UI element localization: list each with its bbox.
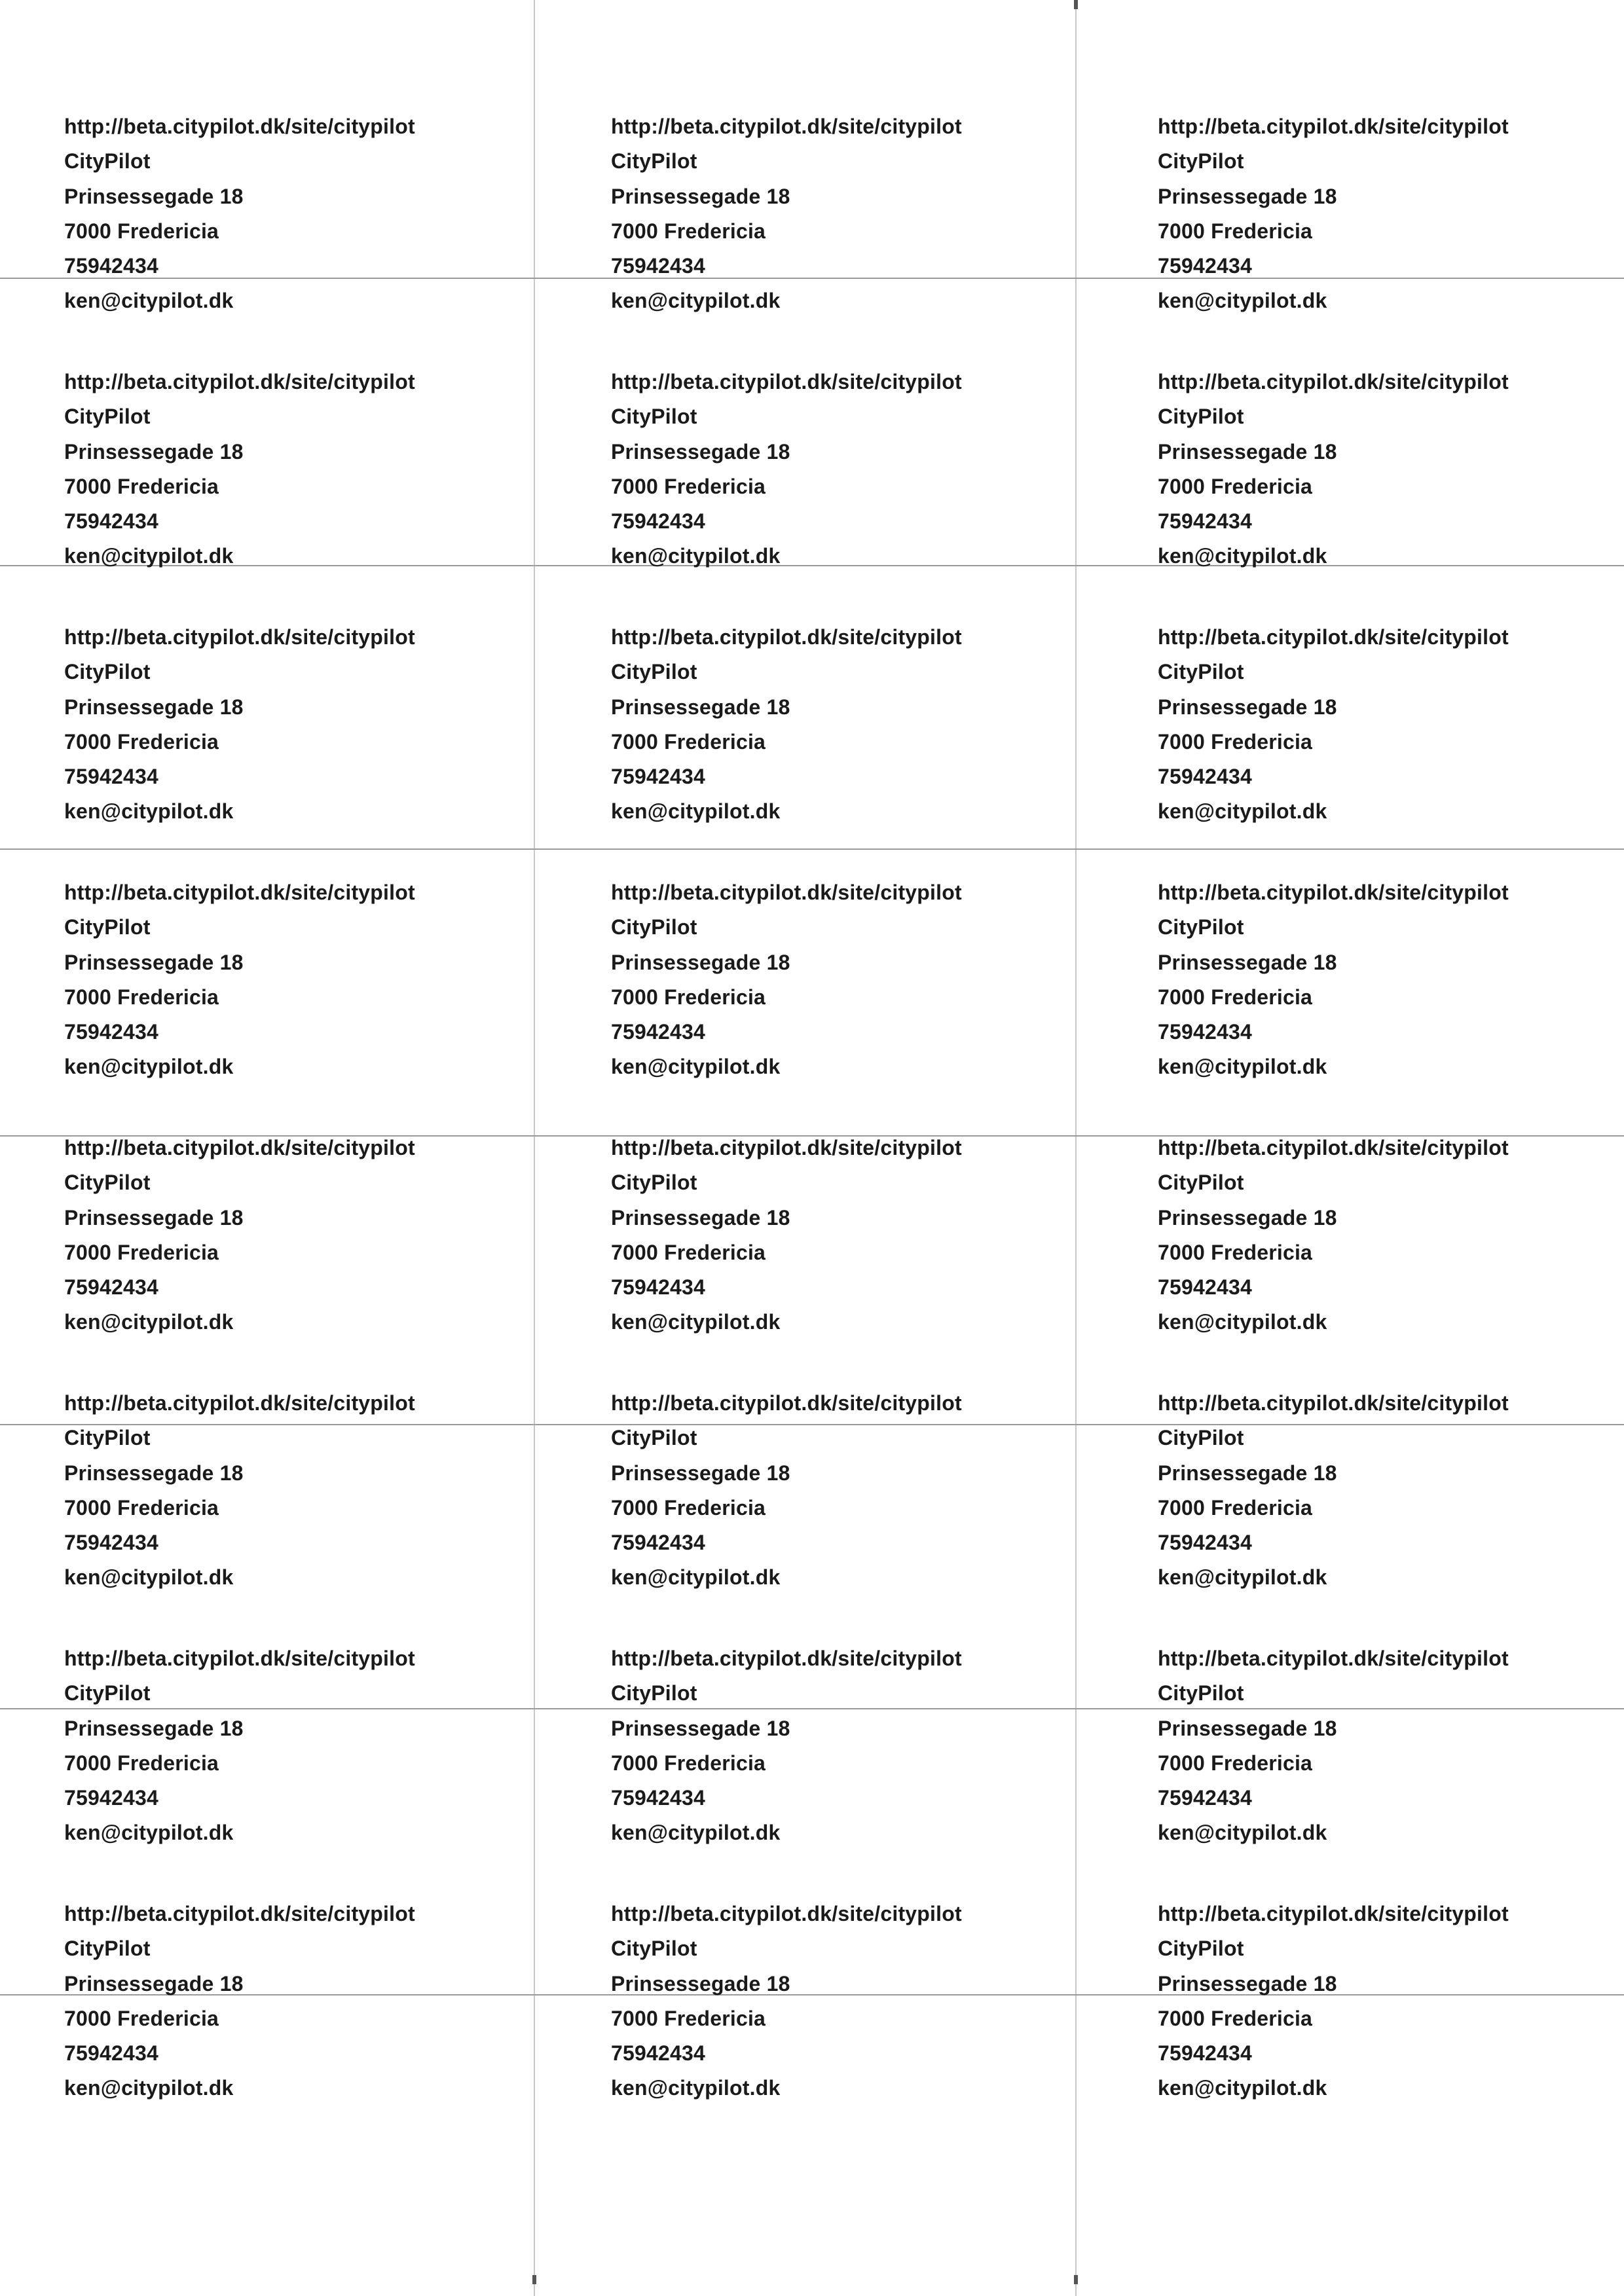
- label-city: 7000 Fredericia: [1158, 1495, 1313, 1520]
- label-phone: 75942434: [611, 2041, 705, 2066]
- label-phone: 75942434: [611, 254, 705, 278]
- label-company: CityPilot: [611, 1937, 697, 1961]
- column-tick-bottom-1: [532, 2275, 536, 2284]
- address-label: [1158, 1386, 1624, 1602]
- label-city: 7000 Fredericia: [1158, 1240, 1313, 1264]
- label-city: 7000 Fredericia: [1158, 474, 1313, 498]
- label-city: 7000 Fredericia: [64, 1495, 219, 1520]
- label-city: 7000 Fredericia: [611, 2006, 766, 2030]
- label-street: Prinsessegade 18: [611, 950, 790, 974]
- label-street: Prinsessegade 18: [1158, 1971, 1337, 1995]
- label-url: http://beta.citypilot.dk/site/citypilot: [1158, 625, 1509, 649]
- address-label: [64, 1641, 562, 1857]
- label-phone: 75942434: [1158, 1020, 1252, 1044]
- label-phone: 75942434: [1158, 1275, 1252, 1300]
- label-url: http://beta.citypilot.dk/site/citypilot: [611, 1647, 962, 1670]
- label-url: http://beta.citypilot.dk/site/citypilot: [1158, 1902, 1509, 1925]
- address-label: [1158, 365, 1624, 581]
- label-company: CityPilot: [1158, 1426, 1244, 1450]
- label-street: Prinsessegade 18: [1158, 1205, 1337, 1230]
- label-phone: 75942434: [1158, 765, 1252, 789]
- label-url: http://beta.citypilot.dk/site/citypilot: [64, 881, 415, 904]
- label-street: Prinsessegade 18: [611, 1461, 790, 1485]
- label-company: CityPilot: [611, 1681, 697, 1705]
- label-phone: 75942434: [611, 1275, 705, 1300]
- label-email: ken@citypilot.dk: [611, 1565, 781, 1590]
- label-city: 7000 Fredericia: [611, 1240, 766, 1264]
- label-street: Prinsessegade 18: [64, 184, 244, 208]
- label-street: Prinsessegade 18: [1158, 184, 1337, 208]
- label-company: CityPilot: [64, 1937, 151, 1961]
- label-company: CityPilot: [611, 660, 697, 684]
- label-phone: 75942434: [64, 1786, 158, 1810]
- label-phone: 75942434: [64, 1531, 158, 1555]
- label-city: 7000 Fredericia: [611, 219, 766, 243]
- label-email: ken@citypilot.dk: [64, 1055, 234, 1079]
- label-phone: 75942434: [611, 509, 705, 534]
- address-label: [64, 620, 562, 836]
- label-company: CityPilot: [611, 1171, 697, 1195]
- label-company: CityPilot: [64, 1426, 151, 1450]
- label-street: Prinsessegade 18: [611, 1205, 790, 1230]
- label-url: http://beta.citypilot.dk/site/citypilot: [64, 1647, 415, 1670]
- label-url: http://beta.citypilot.dk/site/citypilot: [611, 115, 962, 138]
- label-street: Prinsessegade 18: [611, 439, 790, 464]
- label-company: CityPilot: [64, 149, 151, 173]
- address-label: [1158, 109, 1624, 325]
- label-city: 7000 Fredericia: [64, 985, 219, 1009]
- label-url: http://beta.citypilot.dk/site/citypilot: [611, 1136, 962, 1159]
- address-label: [611, 365, 1109, 581]
- label-url: http://beta.citypilot.dk/site/citypilot: [64, 1136, 415, 1159]
- address-label: [611, 1386, 1109, 1602]
- address-label: [611, 1641, 1109, 1857]
- label-email: ken@citypilot.dk: [611, 289, 781, 313]
- label-company: CityPilot: [64, 1171, 151, 1195]
- label-phone: 75942434: [1158, 1786, 1252, 1810]
- label-phone: 75942434: [64, 765, 158, 789]
- label-street: Prinsessegade 18: [64, 950, 244, 974]
- label-email: ken@citypilot.dk: [611, 2076, 781, 2100]
- address-label: [64, 109, 562, 325]
- label-phone: 75942434: [611, 1531, 705, 1555]
- label-email: ken@citypilot.dk: [611, 1821, 781, 1845]
- label-street: Prinsessegade 18: [64, 1205, 244, 1230]
- address-label: [611, 1131, 1109, 1347]
- label-url: http://beta.citypilot.dk/site/citypilot: [1158, 115, 1509, 138]
- address-label: [611, 1897, 1109, 2113]
- label-email: ken@citypilot.dk: [1158, 2076, 1327, 2100]
- label-company: CityPilot: [1158, 405, 1244, 429]
- label-email: ken@citypilot.dk: [611, 799, 781, 824]
- column-tick-bottom-2: [1074, 2275, 1078, 2284]
- label-email: ken@citypilot.dk: [1158, 544, 1327, 568]
- label-phone: 75942434: [611, 765, 705, 789]
- label-phone: 75942434: [64, 2041, 158, 2066]
- address-label: [611, 109, 1109, 325]
- label-email: ken@citypilot.dk: [64, 289, 234, 313]
- label-city: 7000 Fredericia: [611, 1751, 766, 1775]
- label-url: http://beta.citypilot.dk/site/citypilot: [64, 1391, 415, 1415]
- address-label: [64, 365, 562, 581]
- label-company: CityPilot: [64, 915, 151, 939]
- label-phone: 75942434: [64, 254, 158, 278]
- label-street: Prinsessegade 18: [611, 1716, 790, 1740]
- label-company: CityPilot: [1158, 915, 1244, 939]
- label-phone: 75942434: [1158, 2041, 1252, 2066]
- address-label: [611, 620, 1109, 836]
- label-company: CityPilot: [64, 405, 151, 429]
- label-company: CityPilot: [1158, 1937, 1244, 1961]
- label-url: http://beta.citypilot.dk/site/citypilot: [1158, 1136, 1509, 1159]
- address-label: [64, 1131, 562, 1347]
- label-street: Prinsessegade 18: [611, 184, 790, 208]
- address-label: [1158, 1131, 1624, 1347]
- label-street: Prinsessegade 18: [1158, 695, 1337, 719]
- label-email: ken@citypilot.dk: [64, 1565, 234, 1590]
- label-street: Prinsessegade 18: [64, 1971, 244, 1995]
- label-city: 7000 Fredericia: [64, 1751, 219, 1775]
- label-email: ken@citypilot.dk: [1158, 1310, 1327, 1334]
- label-email: ken@citypilot.dk: [1158, 1565, 1327, 1590]
- label-url: http://beta.citypilot.dk/site/citypilot: [1158, 1391, 1509, 1415]
- label-url: http://beta.citypilot.dk/site/citypilot: [64, 625, 415, 649]
- label-street: Prinsessegade 18: [64, 439, 244, 464]
- label-url: http://beta.citypilot.dk/site/citypilot: [64, 1902, 415, 1925]
- label-city: 7000 Fredericia: [64, 474, 219, 498]
- label-url: http://beta.citypilot.dk/site/citypilot: [611, 1902, 962, 1925]
- label-email: ken@citypilot.dk: [611, 544, 781, 568]
- label-email: ken@citypilot.dk: [64, 2076, 234, 2100]
- label-city: 7000 Fredericia: [1158, 219, 1313, 243]
- label-url: http://beta.citypilot.dk/site/citypilot: [64, 115, 415, 138]
- address-label: [1158, 1641, 1624, 1857]
- label-street: Prinsessegade 18: [1158, 1461, 1337, 1485]
- label-phone: 75942434: [1158, 254, 1252, 278]
- label-phone: 75942434: [64, 509, 158, 534]
- label-city: 7000 Fredericia: [611, 474, 766, 498]
- label-url: http://beta.citypilot.dk/site/citypilot: [611, 881, 962, 904]
- label-url: http://beta.citypilot.dk/site/citypilot: [611, 1391, 962, 1415]
- label-city: 7000 Fredericia: [64, 2006, 219, 2030]
- label-phone: 75942434: [1158, 1531, 1252, 1555]
- address-label: [1158, 620, 1624, 836]
- label-company: CityPilot: [611, 149, 697, 173]
- row-cut-line-3: [0, 848, 1624, 850]
- label-url: http://beta.citypilot.dk/site/citypilot: [64, 370, 415, 393]
- label-city: 7000 Fredericia: [64, 219, 219, 243]
- label-street: Prinsessegade 18: [611, 695, 790, 719]
- label-email: ken@citypilot.dk: [64, 544, 234, 568]
- column-tick-top-2: [1074, 0, 1078, 9]
- label-company: CityPilot: [64, 1681, 151, 1705]
- label-city: 7000 Fredericia: [64, 729, 219, 754]
- address-label: [1158, 875, 1624, 1091]
- label-url: http://beta.citypilot.dk/site/citypilot: [1158, 881, 1509, 904]
- label-url: http://beta.citypilot.dk/site/citypilot: [611, 370, 962, 393]
- label-company: CityPilot: [611, 1426, 697, 1450]
- label-company: CityPilot: [1158, 149, 1244, 173]
- label-street: Prinsessegade 18: [64, 1716, 244, 1740]
- label-email: ken@citypilot.dk: [1158, 289, 1327, 313]
- label-city: 7000 Fredericia: [611, 1495, 766, 1520]
- label-city: 7000 Fredericia: [611, 729, 766, 754]
- address-label: [64, 1897, 562, 2113]
- label-city: 7000 Fredericia: [1158, 729, 1313, 754]
- label-email: ken@citypilot.dk: [611, 1310, 781, 1334]
- label-phone: 75942434: [611, 1786, 705, 1810]
- label-phone: 75942434: [64, 1275, 158, 1300]
- label-phone: 75942434: [611, 1020, 705, 1044]
- label-company: CityPilot: [1158, 1681, 1244, 1705]
- label-company: CityPilot: [611, 405, 697, 429]
- label-street: Prinsessegade 18: [64, 1461, 244, 1485]
- label-street: Prinsessegade 18: [611, 1971, 790, 1995]
- label-email: ken@citypilot.dk: [1158, 799, 1327, 824]
- label-city: 7000 Fredericia: [1158, 1751, 1313, 1775]
- label-street: Prinsessegade 18: [1158, 950, 1337, 974]
- address-label: [611, 875, 1109, 1091]
- label-email: ken@citypilot.dk: [1158, 1055, 1327, 1079]
- address-label: [64, 875, 562, 1091]
- label-city: 7000 Fredericia: [1158, 985, 1313, 1009]
- label-city: 7000 Fredericia: [64, 1240, 219, 1264]
- label-email: ken@citypilot.dk: [64, 1821, 234, 1845]
- label-phone: 75942434: [64, 1020, 158, 1044]
- label-email: ken@citypilot.dk: [1158, 1821, 1327, 1845]
- label-email: ken@citypilot.dk: [64, 1310, 234, 1334]
- label-company: CityPilot: [1158, 660, 1244, 684]
- label-company: CityPilot: [1158, 1171, 1244, 1195]
- label-url: http://beta.citypilot.dk/site/citypilot: [611, 625, 962, 649]
- address-label: [1158, 1897, 1624, 2113]
- label-url: http://beta.citypilot.dk/site/citypilot: [1158, 370, 1509, 393]
- label-city: 7000 Fredericia: [1158, 2006, 1313, 2030]
- label-email: ken@citypilot.dk: [611, 1055, 781, 1079]
- label-phone: 75942434: [1158, 509, 1252, 534]
- label-street: Prinsessegade 18: [64, 695, 244, 719]
- label-city: 7000 Fredericia: [611, 985, 766, 1009]
- label-url: http://beta.citypilot.dk/site/citypilot: [1158, 1647, 1509, 1670]
- label-street: Prinsessegade 18: [1158, 439, 1337, 464]
- label-company: CityPilot: [64, 660, 151, 684]
- label-street: Prinsessegade 18: [1158, 1716, 1337, 1740]
- label-company: CityPilot: [611, 915, 697, 939]
- label-email: ken@citypilot.dk: [64, 799, 234, 824]
- address-label: [64, 1386, 562, 1602]
